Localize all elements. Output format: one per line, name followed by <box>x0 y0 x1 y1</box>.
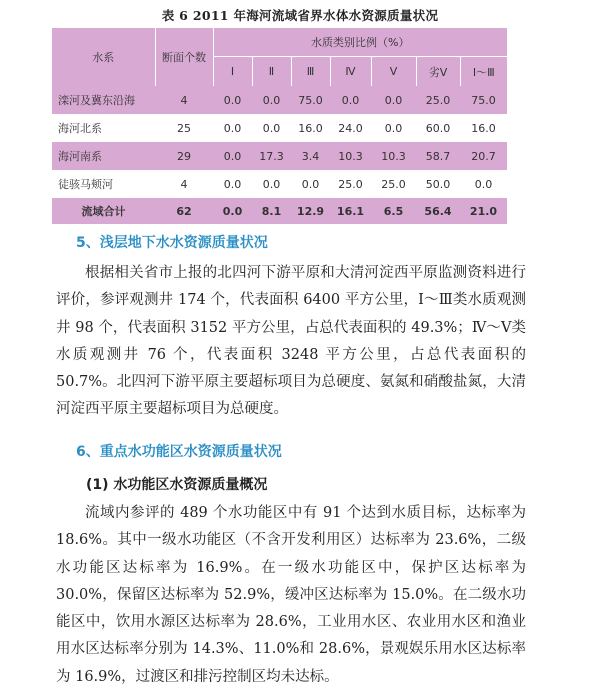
cell-value: 0.0 <box>262 93 281 107</box>
cell-value: 0.0 <box>384 93 403 107</box>
cell-value: 0.0 <box>223 121 242 135</box>
cell-value: 75.0 <box>471 93 496 107</box>
cell-value: 6.5 <box>383 204 404 218</box>
cell-value: 25.0 <box>381 177 406 191</box>
cell-value: 12.9 <box>296 204 325 218</box>
cell-value: 20.7 <box>471 149 496 163</box>
cell-value: 0.0 <box>222 204 243 218</box>
cell-value: 50.0 <box>425 177 451 191</box>
cell-value: 0.0 <box>341 93 360 107</box>
cell-value: 8.1 <box>261 204 282 218</box>
cell-value: 16.0 <box>298 121 323 135</box>
header-sections: 断面个数 <box>155 28 213 86</box>
cell-value: 25.0 <box>338 177 363 191</box>
row-count: 29 <box>177 149 191 163</box>
cell-value: 3.4 <box>301 149 320 163</box>
section6-heading: 6、重点水功能区水资源质量状况 <box>76 444 282 460</box>
header-ratio: 水质类别比例（%） <box>311 36 410 49</box>
water-quality-table <box>52 28 507 224</box>
row-name: 徒骇马颊河 <box>58 178 113 191</box>
cell-value: 58.7 <box>425 149 451 163</box>
cell-value: 56.4 <box>424 204 452 218</box>
header-class: Ⅰ～Ⅲ <box>460 57 507 87</box>
table-row <box>52 142 507 170</box>
section6-subheading: (1) 水功能区水资源质量概况 <box>86 477 268 493</box>
header-class: Ⅴ <box>371 57 416 87</box>
cell-value: 0.0 <box>384 121 403 135</box>
row-name: 海河南系 <box>58 150 102 163</box>
cell-value: 10.3 <box>338 149 363 163</box>
cell-value: 10.3 <box>381 149 406 163</box>
cell-value: 0.0 <box>262 121 281 135</box>
section5-paragraph: 根据相关省市上报的北四河下游平原和大清河淀西平原监测资料进行评价，参评观测井 174 个，代表面积 6400 平方公里，Ⅰ～Ⅲ类水质观测井 98 个，代表面积 3152 平方公里，占总代表面积的 49.3%；Ⅳ～Ⅴ类水质观测井 76 个，代表面积 3248 平方公里，占总代表面积的 50.7%。北四河下游平原主要超标项目为总硬度、氨氮和硝酸盐氮，大清河淀西平原主要超标项目为总硬度。 <box>56 265 526 418</box>
header-class: Ⅱ <box>252 57 291 87</box>
row-count: 4 <box>180 93 188 107</box>
section6-paragraph: 流域内参评的 489 个水功能区中有 91 个达到水质目标，达标率为 18.6%。其中一级水功能区（不含开发利用区）达标率为 23.6%，二级水功能区达标率为 16.9%。在一级水功能区中，保护区达标率为 30.0%，保留区达标率为 52.9%，缓冲区达标率为 15.0%。在二级水功能区中，饮用水源区达标率为 28.6%，工业用水区、农业用水区和渔业用水区达标率分别为 14.3%、11.0%和 28.6%，景观娱乐用水区达标率为 16.9%，过渡区和排污控制区均未达标。 <box>56 505 526 685</box>
table-total-row <box>52 198 507 224</box>
header-class: Ⅲ <box>291 57 330 87</box>
cell-value: 25.0 <box>425 93 451 107</box>
row-count: 62 <box>176 204 192 218</box>
cell-value: 17.3 <box>259 149 284 163</box>
cell-value: 16.0 <box>471 121 496 135</box>
header-river: 水系 <box>52 28 155 86</box>
cell-value: 21.0 <box>469 204 498 218</box>
cell-value: 16.1 <box>336 204 365 218</box>
table-row <box>52 170 507 198</box>
table-caption: 表 6 2011 年海河流域省界水体水资源质量状况 <box>161 8 439 23</box>
header-class: 劣Ⅴ <box>416 57 460 87</box>
table-row <box>52 114 507 142</box>
row-name: 流域合计 <box>81 205 126 218</box>
section5-heading: 5、浅层地下水水资源质量状况 <box>76 235 268 251</box>
row-name: 滦河及冀东沿海 <box>58 94 135 107</box>
cell-value: 0.0 <box>223 177 242 191</box>
header-class: Ⅳ <box>330 57 371 87</box>
cell-value: 0.0 <box>223 93 242 107</box>
row-count: 4 <box>180 177 188 191</box>
cell-value: 60.0 <box>425 121 451 135</box>
cell-value: 24.0 <box>338 121 363 135</box>
cell-value: 0.0 <box>262 177 281 191</box>
cell-value: 75.0 <box>298 93 323 107</box>
cell-value: 0.0 <box>301 177 320 191</box>
table-header-row <box>52 28 507 57</box>
row-name: 海河北系 <box>58 122 102 135</box>
cell-value: 0.0 <box>474 177 493 191</box>
row-count: 25 <box>177 121 191 135</box>
table-row <box>52 86 507 114</box>
cell-value: 0.0 <box>223 149 242 163</box>
header-class: Ⅰ <box>213 57 252 87</box>
